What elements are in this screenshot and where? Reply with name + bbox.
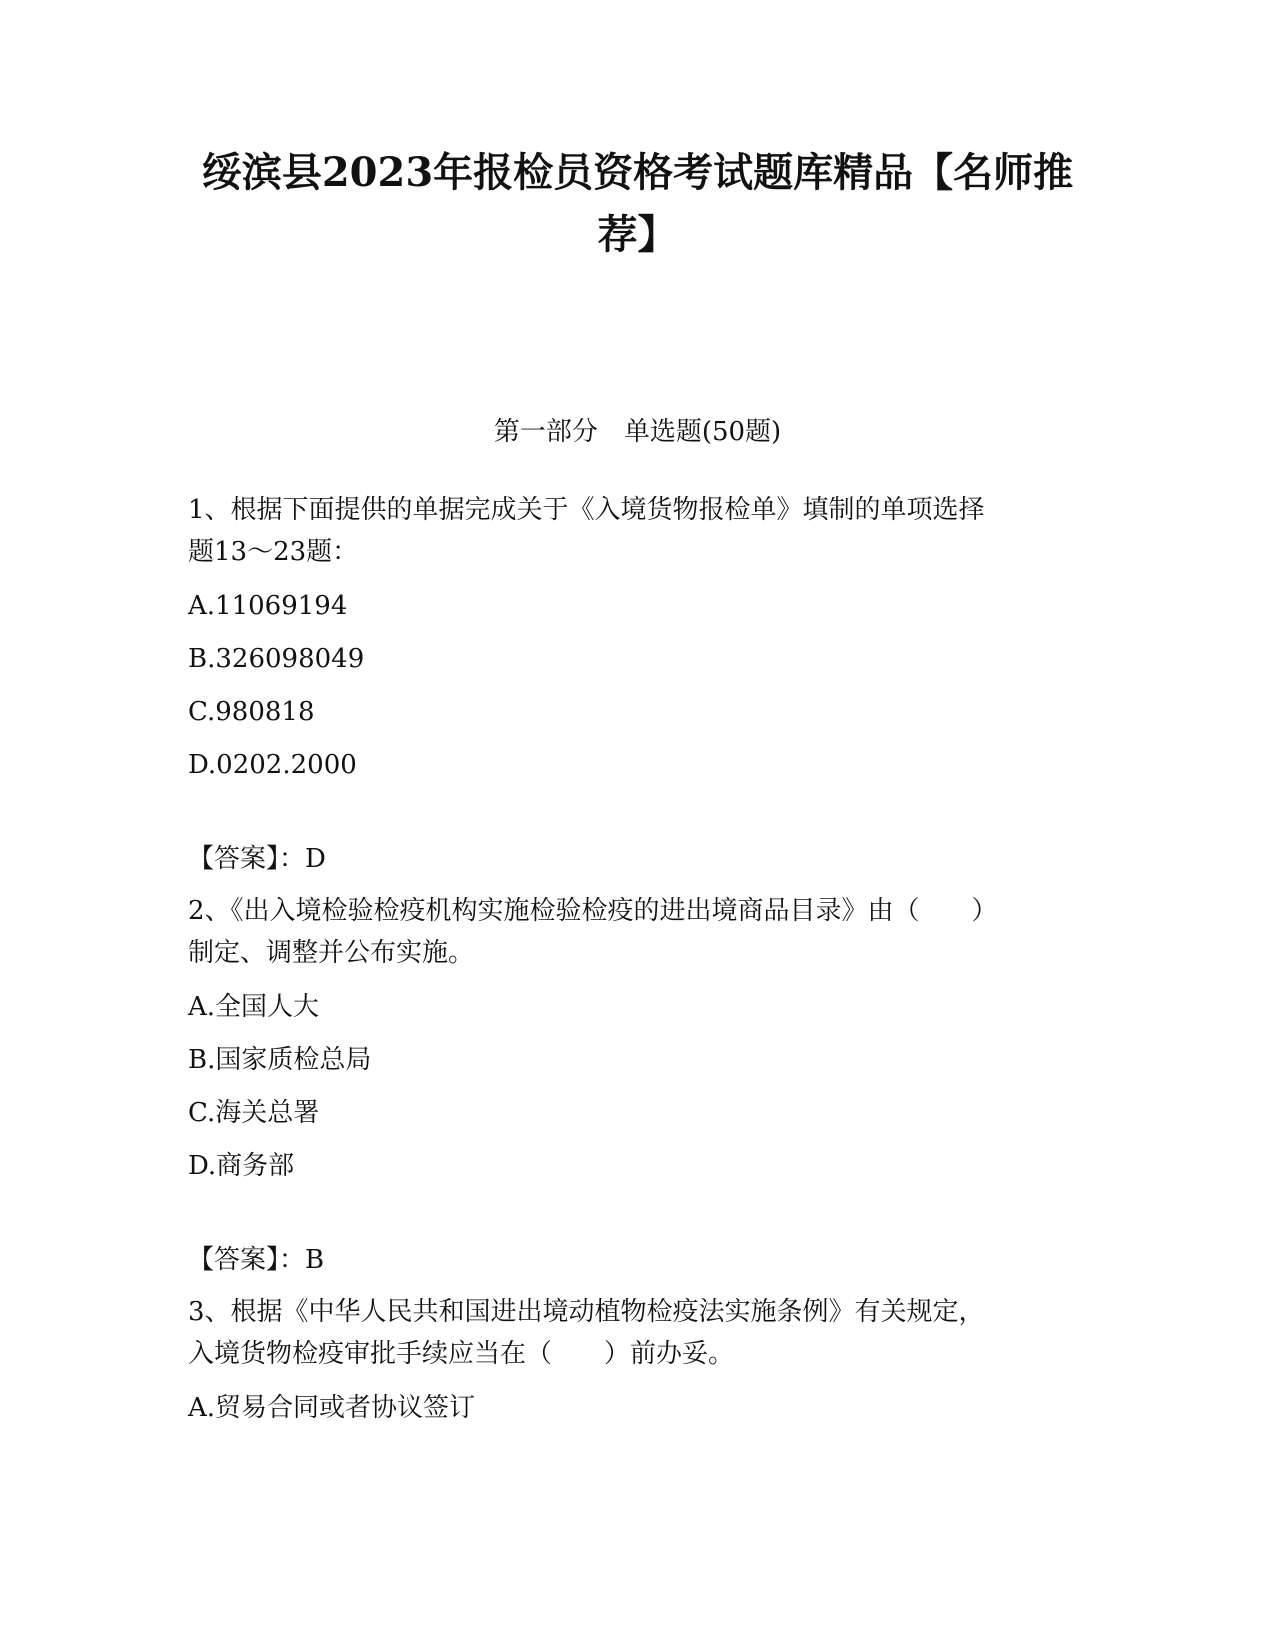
question-3-stem-line-2: 入境货物检疫审批手续应当在（ ）前办妥。 — [188, 1339, 735, 1369]
question-2-option-b: B.国家质检总局 — [188, 1045, 372, 1075]
question-2-option-d: D.商务部 — [188, 1151, 295, 1181]
question-1-option-a: A.11069194 — [188, 591, 348, 621]
question-1-stem-line-1: 1、根据下面提供的单据完成关于《入境货物报检单》填制的单项选择 — [188, 495, 985, 525]
title-line-2: 荐】 — [597, 211, 678, 258]
title-line-1: 绥滨县2023年报检员资格考试题库精品【名师推 — [201, 149, 1074, 196]
question-1-option-d: D.0202.2000 — [188, 750, 357, 780]
question-2-option-a: A.全国人大 — [188, 992, 320, 1022]
question-1-stem-line-2: 题13～23题： — [188, 537, 359, 567]
question-2-stem-line-1: 2、《出入境检验检疫机构实施检验检疫的进出境商品目录》由（ ） — [188, 896, 998, 926]
section-heading: 第一部分 单选题(50题) — [493, 417, 782, 447]
question-1-answer: 【答案】：D — [188, 844, 326, 874]
question-1-option-c: C.980818 — [188, 697, 315, 727]
document-title — [150, 142, 1125, 266]
question-2-option-c: C.海关总署 — [188, 1098, 320, 1128]
question-2-stem-line-2: 制定、调整并公布实施。 — [188, 938, 475, 968]
question-1-option-b: B.326098049 — [188, 644, 365, 674]
question-3-option-a: A.贸易合同或者协议签订 — [188, 1393, 476, 1423]
question-3-stem-line-1: 3、根据《中华人民共和国进出境动植物检疫法实施条例》有关规定， — [188, 1297, 985, 1327]
question-2-answer: 【答案】：B — [188, 1245, 325, 1275]
